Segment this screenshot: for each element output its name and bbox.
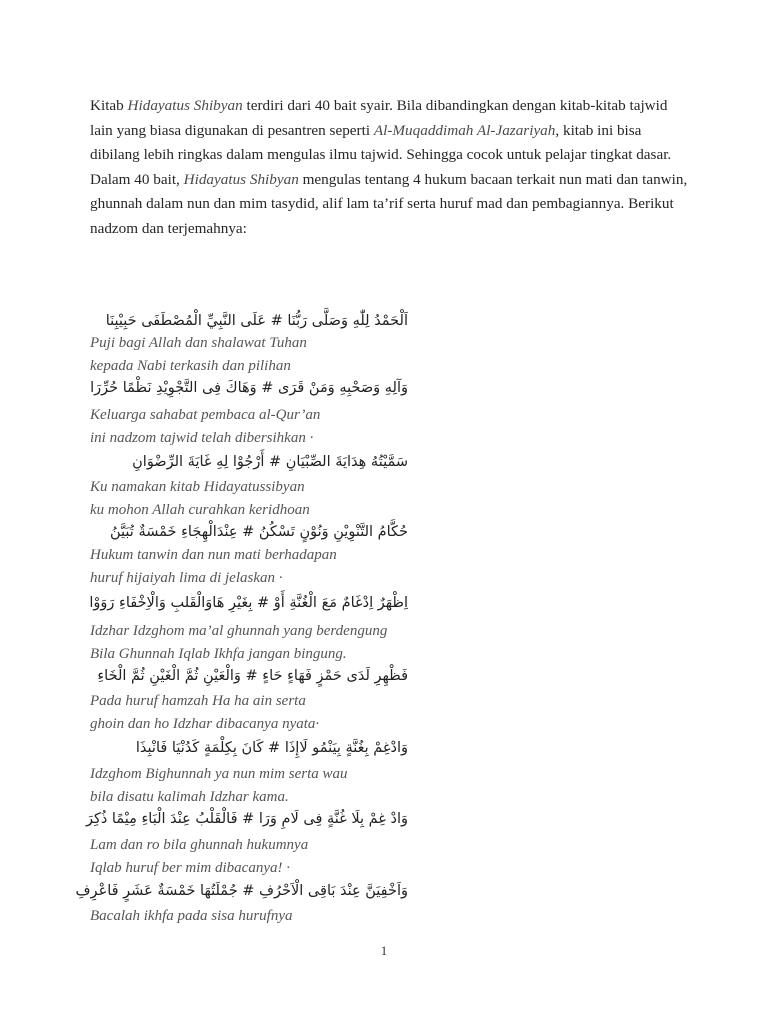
intro-text-run: terdiri dari 40 bait syair. Bila dibandingkan dengan kitab-kitab tajwid lain yang biasa digunakan di pesantren seperti xyxy=(90,97,668,139)
intro-text-run: Kitab xyxy=(90,97,128,114)
translation-line: Puji bagi Allah dan shalawat Tuhan xyxy=(90,335,307,351)
arabic-verse-3: سَمَّيْتُهُ هِدَايَةَ الصِّبْيَانِ # أَرْجُوْا لِهِ غَايَةَ الرِّضْوَانِ xyxy=(132,454,408,470)
translation-8 xyxy=(90,834,450,880)
intro-paragraph-1 xyxy=(90,94,690,168)
translation-line: Idzhar Idzghom ma’al ghunnah yang berdengung xyxy=(90,623,388,639)
translation-line: Iqlab huruf ber mim dibacanya! · xyxy=(90,860,290,876)
book-title: Hidayatus Shibyan xyxy=(127,97,243,114)
intro-text-run: Dalam 40 bait, xyxy=(90,170,184,188)
intro-text xyxy=(90,94,690,241)
translation-6 xyxy=(90,690,450,736)
translation-line: Hukum tanwin dan nun mati berhadapan xyxy=(90,547,337,563)
translation-line: ku mohon Allah curahkan keridhoan xyxy=(90,502,310,518)
arabic-verse-5: اِظْهَرٌ اِدْغَامٌ مَعَ الْغُنَّةِ أَوْ # بِغَيْرِ هَاوَالْقَلبِ وَالْاِخْفَاءِ رَوَوْا xyxy=(89,595,408,611)
intro-text-run: mengulas tentang 4 hukum bacaan terkait nun mati dan tanwin, ghunnah dalam nun dan mim tasydid, alif lam ta’rif serta huruf mad dan pembagiannya. Berikut nadzom dan terjemahnya: xyxy=(90,170,688,237)
arabic-verse-8: وَادْ غِمْ بِلَا غُنَّةٍ فِى لَامِ وَرَا # فَالْقَلْبُ عِنْدَ الْبَاءِ مِيْمًا ذُكِرَ xyxy=(85,811,408,827)
arabic-verse-6: فَظْهِرِ لَدَى حَمْزٍ فَهَاءٍ حَاءٍ # وَالْعَيْنِ ثُمَّ الْغَيْنِ ثُمَّ الْخَاءِ xyxy=(97,668,408,684)
translation-line: kepada Nabi terkasih dan pilihan xyxy=(90,358,291,374)
translation-4 xyxy=(90,544,450,590)
translation-line: Lam dan ro bila ghunnah hukumnya xyxy=(90,837,309,853)
book-title: Hidayatus Shibyan xyxy=(183,170,299,188)
translation-line: ghoin dan ho Idzhar dibacanya nyata· xyxy=(90,716,320,732)
arabic-verse-9: وَاَخْفِيَنَّ عِنْدَ بَاقِى الْاَحْرُفِ # جُمْلَتُهَا خَمْسَةٌ عَشَرٍ فَاعْرِفِ xyxy=(75,883,408,899)
translation-line: Idzghom Bighunnah ya nun mim serta wau xyxy=(90,766,348,782)
translation-line: Bila Ghunnah Iqlab Ikhfa jangan bingung. xyxy=(90,646,347,662)
translation-line: ini nadzom tajwid telah dibersihkan · xyxy=(90,430,314,446)
translation-9 xyxy=(90,905,450,928)
intro-paragraph-2 xyxy=(90,168,690,242)
translation-2 xyxy=(90,404,450,450)
arabic-verse-1: اَلْحَمْدُ لِلّٰهِ وَصَلَّى رَبُّنَا # عَلَى النَّبِيِّ الْمُصْطَفَى حَبِيْبِنَا xyxy=(105,313,408,329)
translation-line: Bacalah ikhfa pada sisa hurufnya xyxy=(90,908,293,924)
arabic-verse-2: وَآلِهِ وَصَحْبِهِ وَمَنْ قَرَى # وَهَاكَ فِى التَّجْوِيْدِ نَظْمًا حُرِّرَا xyxy=(90,380,408,396)
translation-1 xyxy=(90,332,450,378)
translation-line: Pada huruf hamzah Ha ha ain serta xyxy=(90,693,306,709)
translation-line: Ku namakan kitab Hidayatussibyan xyxy=(90,479,305,495)
arabic-verse-4: حُكَّامُ التَّنْوِيْنِ وَنُوْنٍ تَسْكُنُ # عِنْدَالْهِجَاءِ خَمْسَةٌ تُبَيَّنُ xyxy=(110,524,408,540)
translation-line: Keluarga sahabat pembaca al-Qur’an xyxy=(90,407,321,423)
translation-7 xyxy=(90,763,450,809)
intro-text-run: , kitab ini bisa dibilang lebih ringkas dalam mengulas ilmu tajwid. Sehingga cocok untuk pelajar tingkat dasar. xyxy=(90,121,672,163)
page-number: 1 xyxy=(380,943,388,958)
translation-line: huruf hijaiyah lima di jelaskan · xyxy=(90,570,283,586)
arabic-verse-7: وَادْغِمْ بِغُنَّةٍ بِيَنْمُو لَاإِذَا # كَانَ بِكِلْمَةٍ كَدُنْيَا فَانْبِذَا xyxy=(135,740,408,756)
translation-5 xyxy=(90,620,450,666)
translation-line: bila disatu kalimah Idzhar kama. xyxy=(90,789,289,805)
reference-title: Al-Muqaddimah Al-Jazariyah xyxy=(373,121,556,139)
translation-3 xyxy=(90,476,450,522)
